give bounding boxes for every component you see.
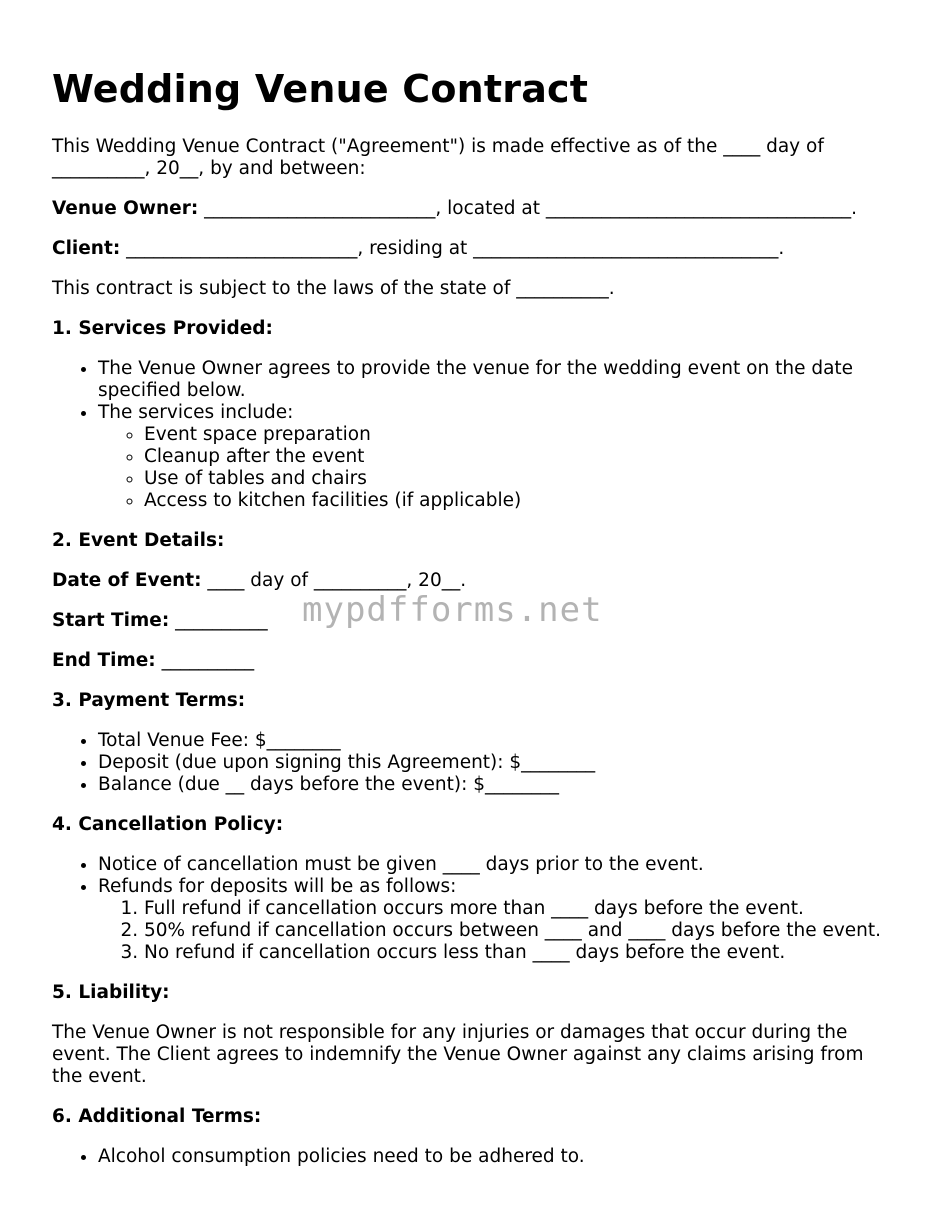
refunds-label: Refunds for deposits will be as follows: [98, 876, 457, 897]
refunds-sublist [98, 898, 892, 964]
watermark-text: mypdfforms.net [302, 590, 603, 630]
list-item [98, 876, 892, 964]
liability-paragraph: The Venue Owner is not responsible for any injuries or damages that occur during the event. The Client agrees to indemnify the Venue Owner against any claims arising from the event. [52, 1022, 864, 1087]
list-item: ◦ Cleanup after the event [144, 446, 892, 468]
client-line [52, 238, 892, 260]
list-item: ◦ Access to kitchen facilities (if applicable) [144, 490, 892, 512]
list-item: 2. 50% refund if cancellation occurs between ____ and ____ days before the event. [144, 920, 892, 942]
section-heading-event-details: 2. Event Details: [52, 530, 225, 551]
venue-owner-blank: _________________________, located at _________________________________. [198, 198, 857, 219]
list-item: • Balance (due __ days before the event): $________ [98, 774, 892, 796]
document-title: Wedding Venue Contract [52, 67, 589, 111]
section-heading-liability: 5. Liability: [52, 982, 170, 1003]
section-heading-cancellation: 4. Cancellation Policy: [52, 814, 284, 835]
list-item: • The Venue Owner agrees to provide the venue for the wedding event on the date specified below. [98, 358, 892, 402]
section-heading-additional-terms: 6. Additional Terms: [52, 1106, 262, 1127]
list-item: • Notice of cancellation must be given ____ days prior to the event. [98, 854, 892, 876]
end-time-label: End Time: [52, 650, 156, 671]
start-time-blank: __________ [169, 610, 268, 631]
list-item: • Deposit (due upon signing this Agreement): $________ [98, 752, 892, 774]
list-item: 3. No refund if cancellation occurs less than ____ days before the event. [144, 942, 892, 964]
law-clause: This contract is subject to the laws of the state of __________. [52, 278, 615, 299]
client-blank: _________________________, residing at _________________________________. [120, 238, 785, 259]
event-date-label: Date of Event: [52, 570, 202, 591]
services-list [52, 358, 892, 512]
start-time-line [52, 610, 892, 632]
list-item: • Alcohol consumption policies need to be adhered to. [98, 1146, 892, 1168]
payment-list [52, 730, 892, 796]
document-page [52, 66, 892, 1186]
end-time-blank: __________ [155, 650, 255, 671]
services-sublist [98, 424, 892, 512]
list-item: • Total Venue Fee: $________ [98, 730, 892, 752]
intro-paragraph: This Wedding Venue Contract ("Agreement") is made effective as of the ____ day of __________, 20__, by and between: [52, 136, 824, 179]
section-heading-services: 1. Services Provided: [52, 318, 273, 339]
services-include-label: The services include: [98, 402, 294, 423]
event-date-blank: ____ day of __________, 20__. [201, 570, 467, 591]
start-time-label: Start Time: [52, 610, 170, 631]
list-item: 1. Full refund if cancellation occurs more than ____ days before the event. [144, 898, 892, 920]
venue-owner-label: Venue Owner: [52, 198, 199, 219]
client-label: Client: [52, 238, 121, 259]
event-date-line [52, 570, 892, 592]
list-item: ◦ Event space preparation [144, 424, 892, 446]
section-heading-payment: 3. Payment Terms: [52, 690, 246, 711]
cancellation-list [52, 854, 892, 964]
additional-terms-list [52, 1146, 892, 1168]
end-time-line [52, 650, 892, 672]
venue-owner-line [52, 198, 892, 220]
list-item: ◦ Use of tables and chairs [144, 468, 892, 490]
list-item [98, 402, 892, 512]
